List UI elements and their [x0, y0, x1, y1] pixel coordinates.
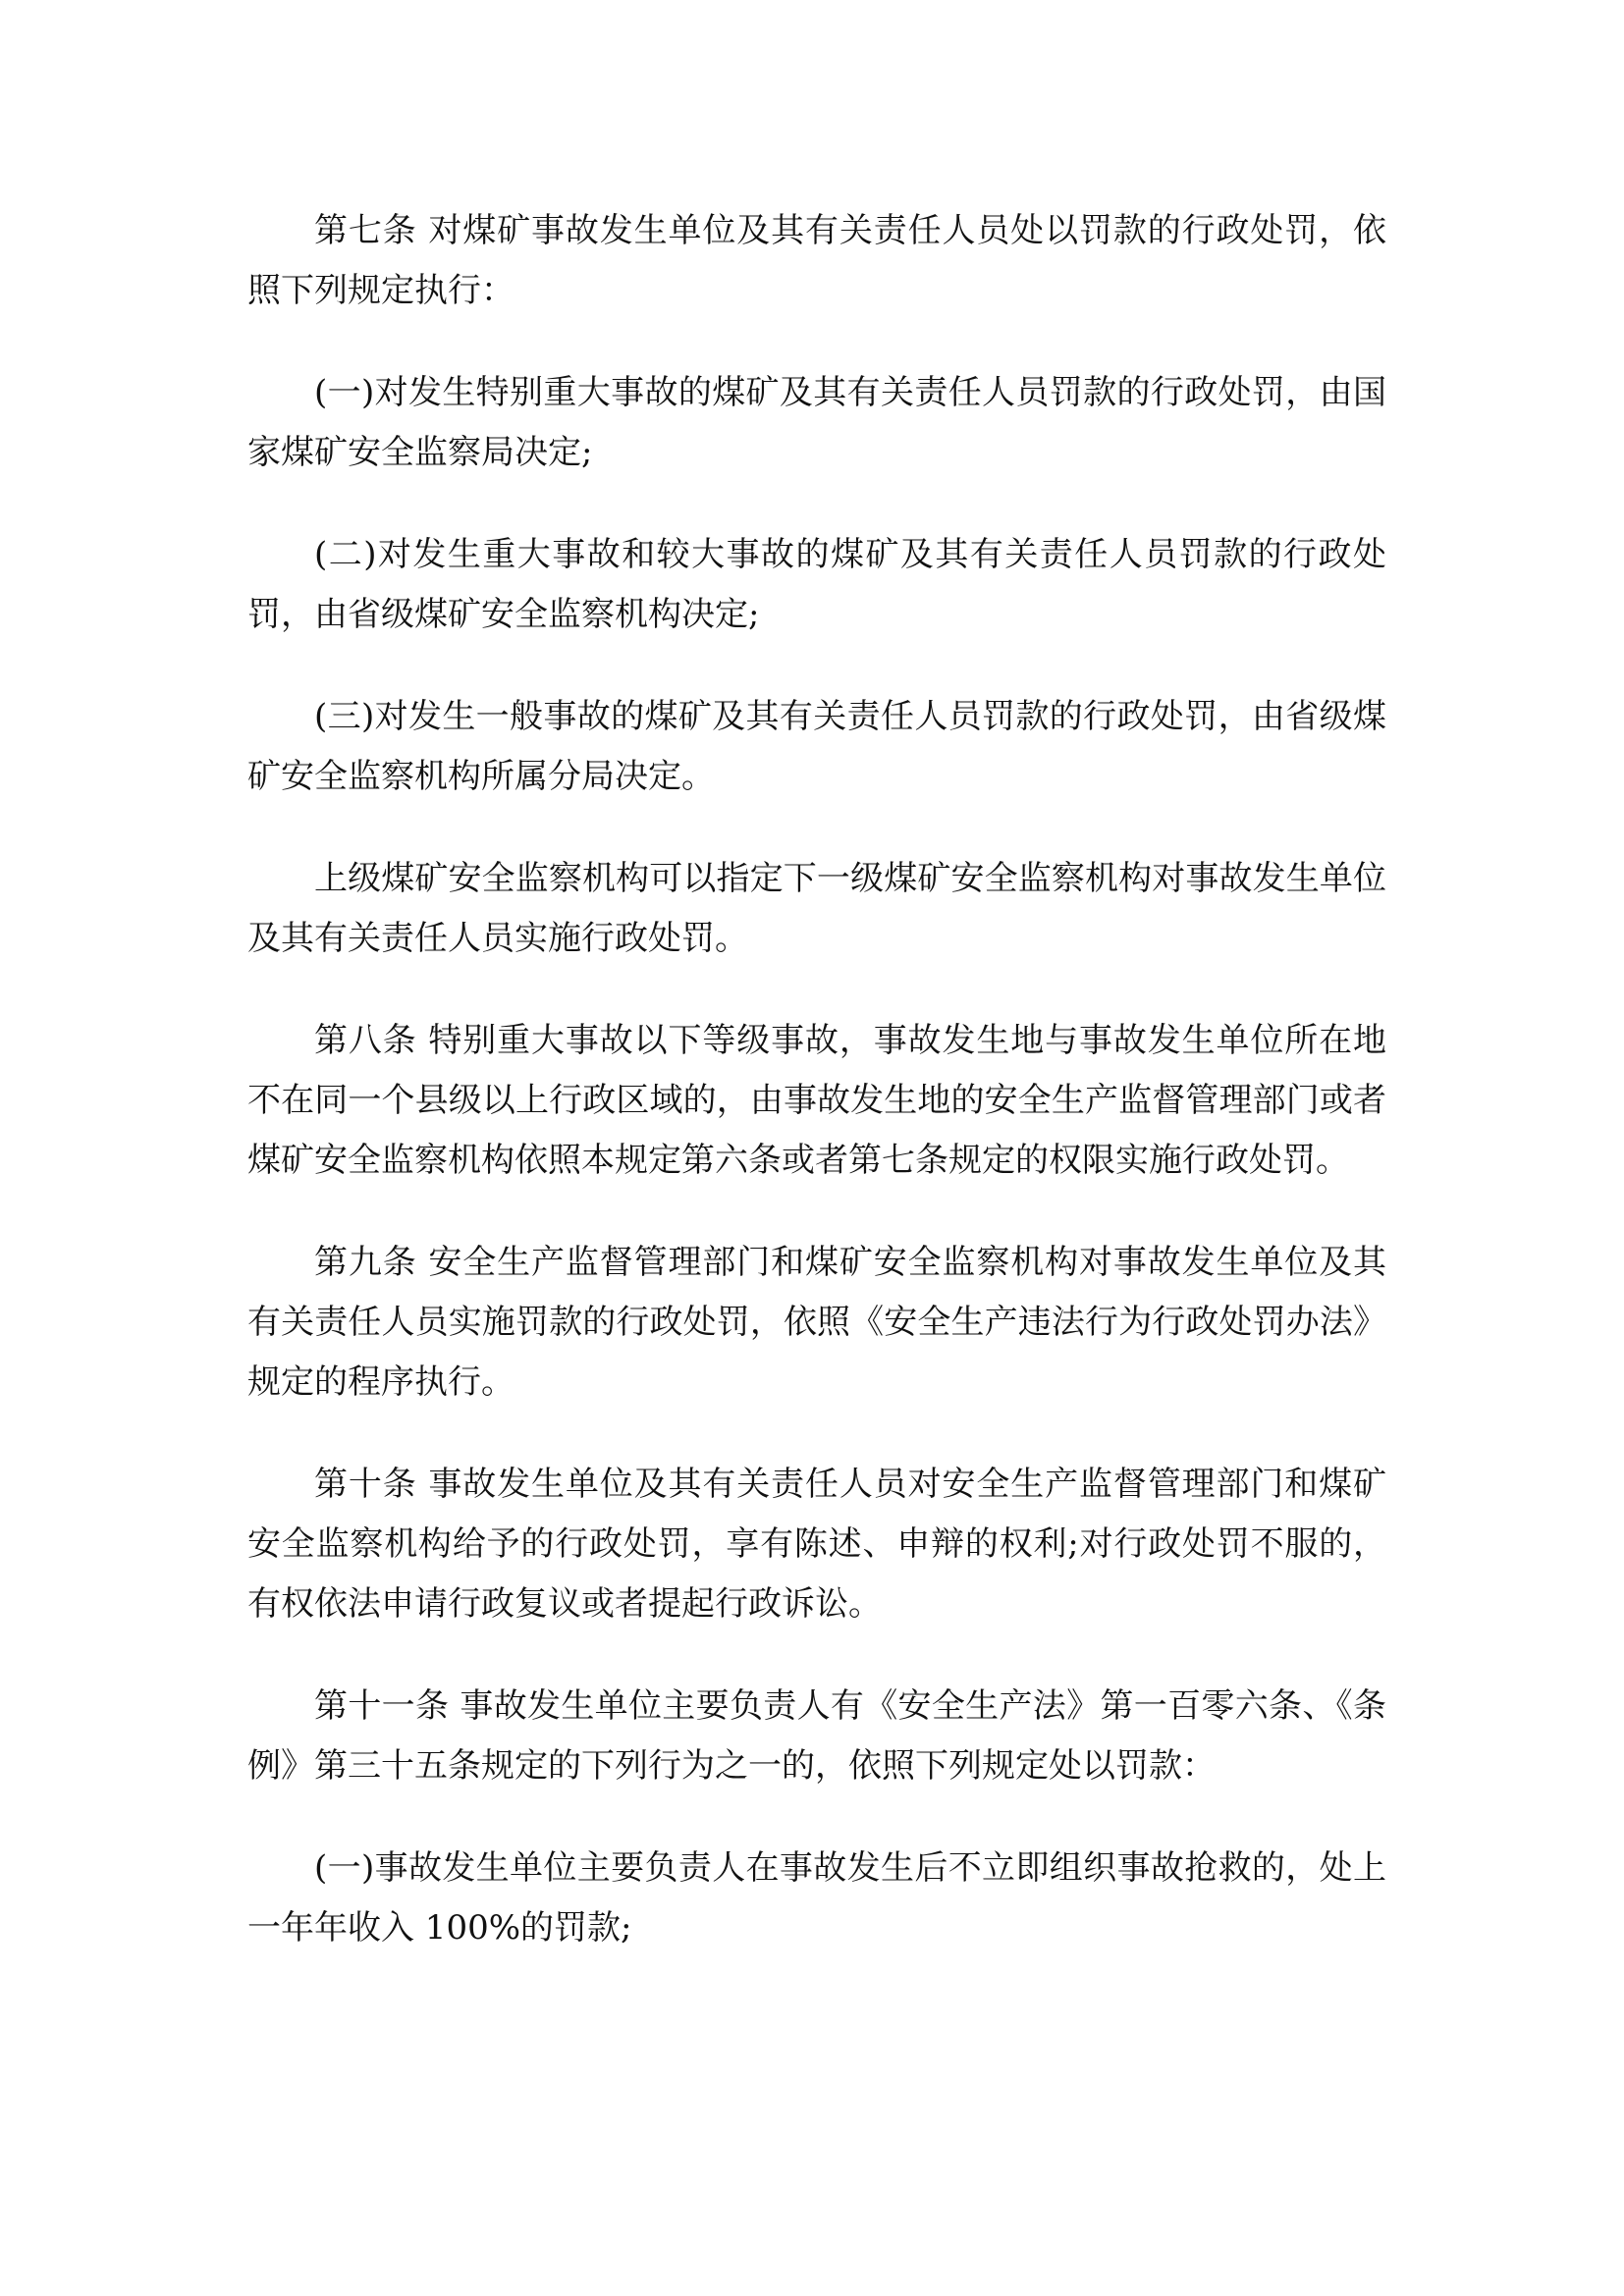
paragraph-article-10: 第十条 事故发生单位及其有关责任人员对安全生产监督管理部门和煤矿安全监察机构给予的行政处罚，享有陈述、申辩的权利;对行政处罚不服的，有权依法申请行政复议或者提起行政诉讼。 [247, 1465, 1386, 1624]
paragraph-article-8: 第八条 特别重大事故以下等级事故，事故发生地与事故发生单位所在地不在同一个县级以上行政区域的，由事故发生地的安全生产监督管理部门或者煤矿安全监察机构依照本规定第六条或者第七条规定的权限实施行政处罚。 [247, 1021, 1386, 1180]
paragraph-article-11-item-1: (一)事故发生单位主要负责人在事故发生后不立即组织事故抢救的，处上一年年收入 100%的罚款; [247, 1848, 1386, 1948]
document-body [247, 201, 1386, 1958]
paragraph-article-9: 第九条 安全生产监督管理部门和煤矿安全监察机构对事故发生单位及其有关责任人员实施罚款的行政处罚，依照《安全生产违法行为行政处罚办法》规定的程序执行。 [247, 1243, 1386, 1402]
paragraph-article-7-item-2: (二)对发生重大事故和较大事故的煤矿及其有关责任人员罚款的行政处罚，由省级煤矿安全监察机构决定; [247, 535, 1386, 634]
paragraph-article-11: 第十一条 事故发生单位主要负责人有《安全生产法》第一百零六条、《条例》第三十五条规定的下列行为之一的，依照下列规定处以罚款： [247, 1686, 1386, 1786]
paragraph-article-7: 第七条 对煤矿事故发生单位及其有关责任人员处以罚款的行政处罚，依照下列规定执行： [247, 211, 1386, 310]
paragraph-article-7-item-3: (三)对发生一般事故的煤矿及其有关责任人员罚款的行政处罚，由省级煤矿安全监察机构所属分局决定。 [247, 697, 1386, 796]
paragraph-article-7-supplement: 上级煤矿安全监察机构可以指定下一级煤矿安全监察机构对事故发生单位及其有关责任人员实施行政处罚。 [247, 859, 1386, 958]
paragraph-article-7-item-1: (一)对发生特别重大事故的煤矿及其有关责任人员罚款的行政处罚，由国家煤矿安全监察局决定; [247, 373, 1386, 472]
